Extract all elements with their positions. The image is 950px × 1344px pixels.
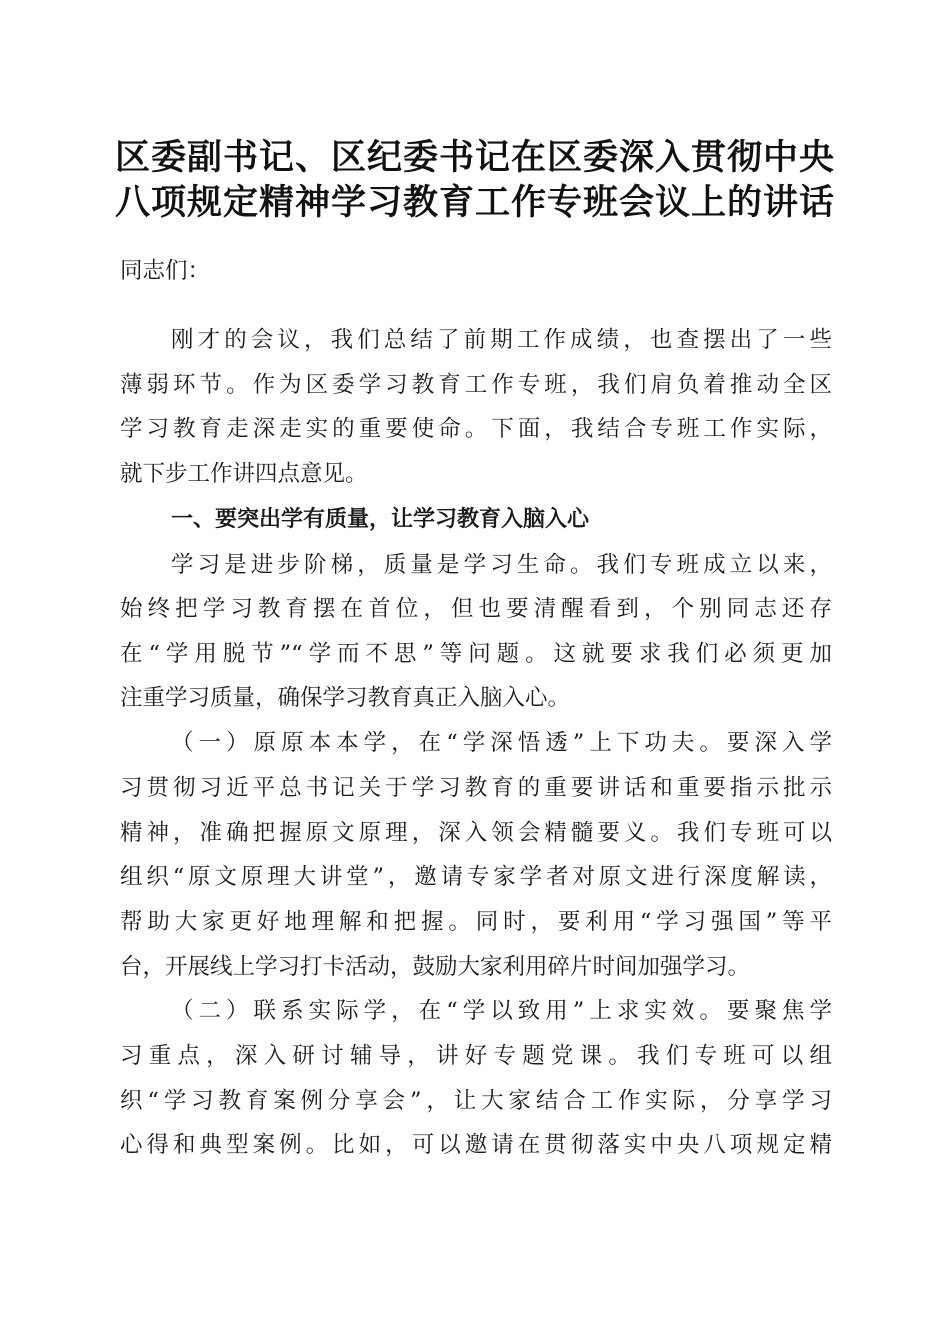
subsection-1-line-5: 帮助大家更好地理解和把握。同时，要利用“学习强国”等平	[120, 909, 832, 935]
paragraph-2-line-1: 学习是进步阶梯，质量是学习生命。我们专班成立以来，	[171, 552, 832, 578]
paragraph-2-line-2: 始终把学习教育摆在首位，但也要清醒看到，个别同志还存	[120, 596, 832, 622]
section-heading-1: 一、要突出学有质量，让学习教育入脑入心	[171, 507, 590, 532]
subsection-1-line-3: 精神，准确把握原文原理，深入领会精髓要义。我们专班可以	[120, 820, 832, 846]
subsection-1-line-1: （一）原原本本学，在“学深悟透”上下功夫。要深入学	[171, 730, 832, 756]
paragraph-1-line-2: 薄弱环节。作为区委学习教育工作专班，我们肩负着推动全区	[120, 372, 832, 398]
document-title-line-1: 区委副书记、区纪委书记在区委深入贯彻中央	[114, 137, 835, 178]
subsection-2-line-4: 心得和典型案例。比如，可以邀请在贯彻落实中央八项规定精	[120, 1132, 832, 1158]
paragraph-2-line-4: 注重学习质量，确保学习教育真正入脑入心。	[120, 685, 571, 711]
subsection-2-line-1: （二）联系实际学，在“学以致用”上求实效。要聚焦学	[171, 998, 832, 1024]
paragraph-1-line-1: 刚才的会议，我们总结了前期工作成绩，也查摆出了一些	[171, 327, 832, 353]
subsection-1-line-2: 习贯彻习近平总书记关于学习教育的重要讲话和重要指示批示	[120, 775, 832, 801]
paragraph-1-line-3: 学习教育走深走实的重要使命。下面，我结合专班工作实际，	[120, 416, 832, 442]
subsection-1-line-4: 组织“原文原理大讲堂”，邀请专家学者对原文进行深度解读，	[120, 864, 832, 890]
subsection-2-line-3: 织“学习教育案例分享会”，让大家结合工作实际，分享学习	[120, 1088, 832, 1114]
subsection-1-line-6: 台，开展线上学习打卡活动，鼓励大家利用碎片时间加强学习。	[120, 954, 751, 980]
subsection-2-line-2: 习重点，深入研讨辅导，讲好专题党课。我们专班可以组	[120, 1043, 832, 1069]
paragraph-1-line-4: 就下步工作讲四点意见。	[120, 461, 368, 487]
greeting: 同志们：	[120, 258, 211, 284]
paragraph-2-line-3: 在“学用脱节”“学而不思”等问题。这就要求我们必须更加	[120, 641, 832, 667]
document-title-line-2: 八项规定精神学习教育工作专班会议上的讲话	[114, 182, 835, 223]
